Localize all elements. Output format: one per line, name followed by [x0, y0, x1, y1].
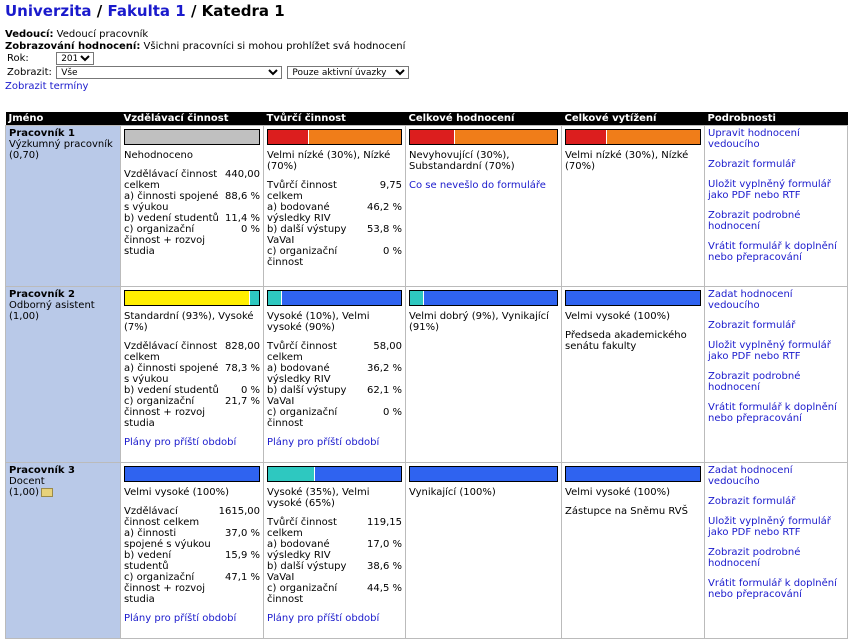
- rating-bar: [565, 129, 701, 145]
- breakdown-row: [124, 572, 260, 605]
- breakdown-value: 46,2 %: [367, 202, 402, 213]
- plans-link[interactable]: Plány pro příští období: [267, 613, 380, 624]
- breakdown-value: 119,15: [367, 517, 402, 528]
- rating-bar-segment: [423, 291, 557, 305]
- worker-name: Pracovník 2: [9, 289, 75, 300]
- rating-bar: [267, 129, 402, 145]
- breakdown-label: Vzdělávací činnost celkem: [124, 341, 218, 363]
- rating-bar-segment: [410, 291, 423, 305]
- education-rating: Standardní (93%), Vysoké (7%): [124, 311, 254, 333]
- breakdown-label: a) bodované výsledky RIV: [267, 202, 331, 224]
- breakdown-value: 47,1 %: [225, 572, 260, 583]
- breakdown-label: c) organizační činnost: [267, 246, 338, 268]
- breakdown-label: Vzdělávací činnost celkem: [124, 506, 200, 528]
- rating-bar-segment: [249, 291, 259, 305]
- rating-bar: [409, 290, 558, 306]
- rating-bar-segment: [125, 291, 249, 305]
- breakdown-row: [267, 561, 402, 583]
- breakdown-table: [267, 180, 402, 268]
- show-filter: [5, 66, 409, 80]
- load-cell: [562, 287, 705, 463]
- breakdown-value: 440,00: [225, 169, 260, 180]
- breakdown-label: a) činnosti spojené s výukou: [124, 528, 211, 550]
- breakdown-value: 53,8 %: [367, 224, 402, 235]
- rating-bar: [565, 466, 701, 482]
- breakdown-row: [124, 341, 260, 363]
- breakdown-table: [267, 517, 402, 605]
- load-rating: Velmi nízké (30%), Nízké (70%): [565, 150, 689, 172]
- rating-bar-segment: [268, 291, 281, 305]
- col-details: Podrobnosti: [705, 112, 848, 126]
- breakdown-row: [267, 224, 402, 246]
- details-link[interactable]: Uložit vyplněný formulář jako PDF nebo RTF: [708, 516, 831, 538]
- breakdown-value: 38,6 %: [367, 561, 402, 572]
- worker-position: Výzkumný pracovník: [9, 139, 113, 150]
- breakdown-row: [124, 363, 260, 385]
- breadcrumb-separator: /: [190, 2, 197, 20]
- rating-bar-segment: [410, 130, 454, 144]
- load-cell: [562, 463, 705, 639]
- breakdown-label: b) další výstupy VaVaI: [267, 561, 347, 583]
- overall-cell: [406, 287, 562, 463]
- breakdown-value: 1615,00: [218, 506, 260, 517]
- breakdown-row: [267, 385, 402, 407]
- show-select[interactable]: [56, 66, 282, 79]
- year-select[interactable]: [56, 52, 94, 65]
- terms-row: [5, 80, 88, 94]
- details-link[interactable]: Zobrazit formulář: [708, 159, 796, 170]
- breakdown-row: [267, 407, 402, 429]
- details-link[interactable]: Zobrazit formulář: [708, 496, 796, 507]
- details-link[interactable]: Uložit vyplněný formulář jako PDF nebo RTF: [708, 340, 831, 362]
- breakdown-label: Tvůrčí činnost celkem: [267, 180, 337, 202]
- breakdown-row: [267, 202, 402, 224]
- rating-bar-segment: [314, 467, 401, 481]
- breakdown-label: c) organizační činnost: [267, 583, 338, 605]
- creative-rating: Vysoké (35%), Velmi vysoké (65%): [267, 487, 370, 509]
- table-row: [6, 287, 848, 463]
- load-note: Zástupce na Sněmu RVŠ: [565, 506, 688, 517]
- breakdown-value: 9,75: [379, 180, 402, 191]
- overall-rating: Velmi dobrý (9%), Vynikající (91%): [409, 311, 549, 333]
- col-overall: Celkové hodnocení: [406, 112, 562, 126]
- rating-bar: [267, 466, 402, 482]
- year-filter: [5, 52, 94, 66]
- rating-bar: [267, 290, 402, 306]
- breakdown-label: c) organizační činnost + rozvoj studia: [124, 396, 206, 429]
- worker-name-cell: [6, 287, 121, 463]
- col-load: Celkové vytížení: [562, 112, 705, 126]
- col-creative: Tvůrčí činnost: [264, 112, 406, 126]
- breakdown-value: 58,00: [373, 341, 402, 352]
- breakdown-row: [124, 224, 260, 257]
- breakdown-value: 78,3 %: [225, 363, 260, 374]
- details-link[interactable]: Zobrazit podrobné hodnocení: [708, 210, 801, 232]
- breakdown-value: 17,0 %: [367, 539, 402, 550]
- breakdown-label: c) organizační činnost: [267, 407, 338, 429]
- education-rating: Velmi vysoké (100%): [124, 487, 230, 498]
- rating-bar-segment: [606, 130, 700, 144]
- leftover-link[interactable]: Co se nevešlo do formuláře: [409, 180, 546, 191]
- details-link[interactable]: Zadat hodnocení vedoucího: [708, 465, 793, 487]
- breakdown-label: a) bodované výsledky RIV: [267, 539, 331, 561]
- col-education: Vzdělávací činnost: [121, 112, 264, 126]
- breakdown-table: [124, 169, 260, 257]
- breakdown-value: 15,9 %: [225, 550, 260, 561]
- breakdown-value: 0 %: [240, 385, 260, 396]
- load-note: Předseda akademického senátu fakulty: [565, 330, 687, 352]
- breakdown-row: [267, 246, 402, 268]
- creative-cell: [264, 126, 406, 287]
- details-link[interactable]: Zobrazit formulář: [708, 320, 796, 331]
- breakdown-row: [124, 396, 260, 429]
- rating-bar-segment: [281, 291, 401, 305]
- breakdown-row: [124, 169, 260, 191]
- workers-table: [5, 112, 848, 639]
- worker-name: Pracovník 1: [9, 128, 75, 139]
- worker-name-cell: [6, 126, 121, 287]
- details-link[interactable]: Vrátit formulář k doplnění nebo přepracování: [708, 241, 837, 263]
- overall-rating: Nevyhovující (30%), Substandardní (70%): [409, 150, 515, 172]
- breakdown-row: [124, 550, 260, 572]
- breakdown-table: [267, 341, 402, 429]
- breakdown-label: a) činnosti spojené s výukou: [124, 363, 219, 385]
- breakdown-label: c) organizační činnost + rozvoj studia: [124, 572, 206, 605]
- plans-link[interactable]: Plány pro příští období: [124, 437, 237, 448]
- breakdown-label: c) organizační činnost + rozvoj studia: [124, 224, 206, 257]
- breakdown-value: 44,5 %: [367, 583, 402, 594]
- contract-select[interactable]: [287, 66, 409, 79]
- breakdown-label: a) bodované výsledky RIV: [267, 363, 331, 385]
- education-cell: [121, 463, 264, 639]
- rating-bar-segment: [268, 130, 308, 144]
- breadcrumb-faculty-link[interactable]: Fakulta 1: [107, 2, 186, 20]
- breadcrumb-separator: /: [96, 2, 103, 20]
- education-cell: [121, 287, 264, 463]
- breakdown-label: Tvůrčí činnost celkem: [267, 517, 337, 539]
- breadcrumb: [5, 2, 285, 20]
- details-link[interactable]: Upravit hodnocení vedoucího: [708, 128, 800, 150]
- rating-bar-segment: [268, 467, 314, 481]
- breakdown-row: [267, 517, 402, 539]
- breakdown-value: 36,2 %: [367, 363, 402, 374]
- rating-bar-segment: [454, 130, 557, 144]
- breakdown-value: 828,00: [225, 341, 260, 352]
- worker-fte: (1,00): [9, 311, 40, 322]
- breakdown-row: [267, 539, 402, 561]
- worker-name-cell: [6, 463, 121, 639]
- rating-bar: [565, 290, 701, 306]
- details-link[interactable]: Uložit vyplněný formulář jako PDF nebo RTF: [708, 179, 831, 201]
- table-row: [6, 463, 848, 639]
- show-terms-link[interactable]: Zobrazit termíny: [5, 81, 89, 92]
- worker-fte: (1,00): [9, 487, 40, 498]
- breakdown-row: [124, 385, 260, 396]
- year-label: Rok:: [7, 53, 29, 64]
- breadcrumb-university-link[interactable]: Univerzita: [5, 2, 92, 20]
- rating-bar: [409, 466, 558, 482]
- rating-bar-segment: [125, 130, 259, 144]
- worker-fte: (0,70): [9, 150, 40, 161]
- breakdown-value: 11,4 %: [225, 213, 260, 224]
- load-rating: Velmi vysoké (100%): [565, 311, 671, 322]
- display-label: Zobrazování hodnocení:: [5, 41, 141, 52]
- rating-bar: [124, 466, 260, 482]
- rating-bar-segment: [566, 467, 700, 481]
- rating-bar: [409, 129, 558, 145]
- breakdown-label: b) další výstupy VaVaI: [267, 224, 347, 246]
- rating-bar-segment: [566, 291, 700, 305]
- breakdown-row: [124, 528, 260, 550]
- load-cell: [562, 126, 705, 287]
- breakdown-label: b) vedení studentů: [124, 385, 219, 396]
- breakdown-table: [124, 341, 260, 429]
- creative-rating: Velmi nízké (30%), Nízké (70%): [267, 150, 391, 172]
- rating-bar: [124, 290, 260, 306]
- breakdown-label: Vzdělávací činnost celkem: [124, 169, 218, 191]
- breakdown-row: [124, 213, 260, 224]
- breakdown-value: 0 %: [240, 224, 260, 235]
- breakdown-row: [267, 180, 402, 202]
- note-icon[interactable]: [41, 488, 53, 497]
- worker-name: Pracovník 3: [9, 465, 75, 476]
- rating-bar-segment: [308, 130, 401, 144]
- department-meta: [5, 29, 405, 53]
- breakdown-label: b) další výstupy VaVaI: [267, 385, 347, 407]
- load-rating: Velmi vysoké (100%): [565, 487, 671, 498]
- overall-cell: [406, 463, 562, 639]
- details-cell: [705, 126, 848, 287]
- education-rating: Nehodnoceno: [124, 150, 193, 161]
- breakdown-value: 0 %: [382, 407, 402, 418]
- creative-rating: Vysoké (10%), Velmi vysoké (90%): [267, 311, 370, 333]
- overall-cell: [406, 126, 562, 287]
- breadcrumb-department: Katedra 1: [201, 2, 285, 20]
- plans-link[interactable]: Plány pro příští období: [267, 437, 380, 448]
- rating-bar-segment: [410, 467, 557, 481]
- breakdown-row: [124, 506, 260, 528]
- details-link[interactable]: Zadat hodnocení vedoucího: [708, 289, 793, 311]
- breakdown-label: b) vedení studentů: [124, 213, 219, 224]
- breakdown-table: [124, 506, 260, 605]
- display-value: Všichni pracovníci si mohou prohlížet svá hodnocení: [143, 41, 406, 52]
- rating-bar-segment: [566, 130, 606, 144]
- breakdown-value: 37,0 %: [225, 528, 260, 539]
- head-value: Vedoucí pracovník: [56, 29, 149, 40]
- breakdown-value: 21,7 %: [225, 396, 260, 407]
- details-cell: [705, 287, 848, 463]
- education-cell: [121, 126, 264, 287]
- details-cell: [705, 463, 848, 639]
- details-link[interactable]: Vrátit formulář k doplnění nebo přepracování: [708, 578, 837, 600]
- creative-cell: [264, 287, 406, 463]
- overall-rating: Vynikající (100%): [409, 487, 496, 498]
- table-header: [6, 112, 848, 126]
- plans-link[interactable]: Plány pro příští období: [124, 613, 237, 624]
- rating-bar: [124, 129, 260, 145]
- show-label: Zobrazit:: [7, 67, 52, 78]
- table-row: [6, 126, 848, 287]
- head-label: Vedoucí:: [5, 29, 54, 40]
- creative-cell: [264, 463, 406, 639]
- details-link[interactable]: Vrátit formulář k doplnění nebo přepracování: [708, 402, 837, 424]
- details-link[interactable]: Zobrazit podrobné hodnocení: [708, 547, 801, 569]
- breakdown-label: b) vedení studentů: [124, 550, 172, 572]
- breakdown-value: 62,1 %: [367, 385, 402, 396]
- breakdown-value: 88,6 %: [225, 191, 260, 202]
- breakdown-value: 0 %: [382, 246, 402, 257]
- col-name: Jméno: [6, 112, 121, 126]
- breakdown-row: [267, 341, 402, 363]
- rating-bar-segment: [125, 467, 259, 481]
- breakdown-label: Tvůrčí činnost celkem: [267, 341, 337, 363]
- breakdown-label: a) činnosti spojené s výukou: [124, 191, 219, 213]
- breakdown-row: [267, 583, 402, 605]
- breakdown-row: [124, 191, 260, 213]
- worker-position: Docent: [9, 476, 45, 487]
- breakdown-row: [267, 363, 402, 385]
- worker-position: Odborný asistent: [9, 300, 95, 311]
- details-link[interactable]: Zobrazit podrobné hodnocení: [708, 371, 801, 393]
